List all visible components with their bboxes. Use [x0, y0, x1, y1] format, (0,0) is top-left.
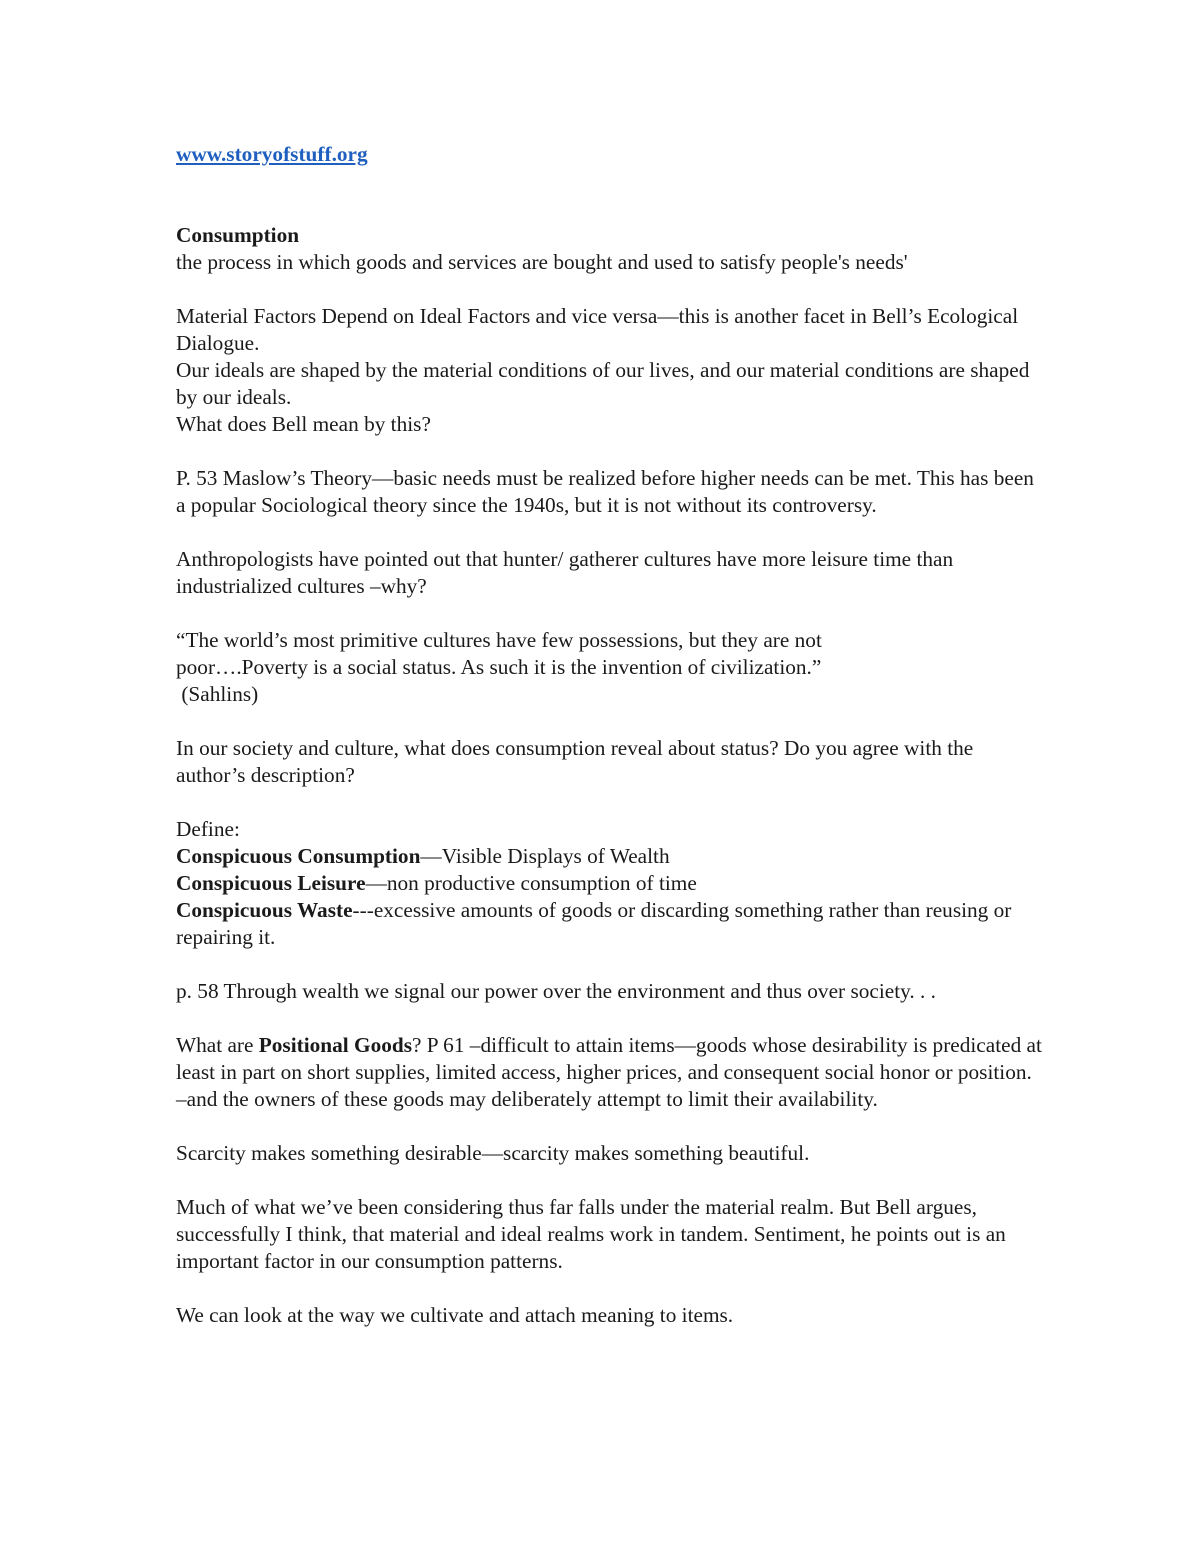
consumption-definition: the process in which goods and services are bought and used to satisfy people's needs' — [176, 250, 908, 274]
document-body — [176, 141, 1046, 1329]
spacer — [176, 789, 1046, 816]
website-paragraph — [176, 141, 1046, 168]
spacer — [176, 951, 1046, 978]
spacer — [176, 1113, 1046, 1140]
define-term-consumption — [176, 843, 1046, 870]
define-term-waste — [176, 897, 1046, 951]
term-definition: ---excessive amounts of goods or discarding something rather than reusing or repairing it. — [176, 898, 1012, 949]
term-definition: —non productive consumption of time — [365, 871, 697, 895]
quote-attribution: (Sahlins) — [176, 682, 259, 706]
term-label: Conspicuous Leisure — [176, 871, 366, 895]
spacer — [176, 276, 1046, 303]
define-label: Define: — [176, 817, 240, 841]
term-label: Conspicuous Waste — [176, 898, 353, 922]
spacer — [176, 1167, 1046, 1194]
status-question: In our society and culture, what does consumption reveal about status? Do you agree with the author’s description? — [176, 736, 974, 787]
spacer — [176, 708, 1046, 735]
p58-paragraph: p. 58 Through wealth we signal our power over the environment and thus over society. . . — [176, 979, 937, 1003]
define-term-leisure — [176, 870, 1046, 897]
positional-goods-paragraph: What are Positional Goods? P 61 –difficult to attain items—goods whose desirability is predicated at least in part on short supplies, limited access, higher prices, and consequent social honor or position. –and the owners of these goods may deliberately attempt to limit their availability. — [176, 1033, 1042, 1111]
term-definition: —Visible Displays of Wealth — [420, 844, 670, 868]
spacer — [176, 1005, 1046, 1032]
material-realm-paragraph: Much of what we’ve been considering thus far falls under the material realm. But Bell argues, successfully I think, that material and ideal realms work in tandem. Sentiment, he points out is an important factor in our consumption patterns. — [176, 1195, 1006, 1273]
positional-goods-term: Positional Goods — [258, 1033, 413, 1057]
material-ideal-line2: Our ideals are shaped by the material conditions of our lives, and our material conditions are shaped by our ideals. — [176, 358, 1030, 409]
maslow-paragraph: P. 53 Maslow’s Theory—basic needs must be realized before higher needs can be met. This has been a popular Sociological theory since the 1940s, but it is not without its controversy. — [176, 466, 1034, 517]
material-ideal-line1: Material Factors Depend on Ideal Factors and vice versa—this is another facet in Bell’s Ecological Dialogue. — [176, 304, 1019, 355]
scarcity-paragraph: Scarcity makes something desirable—scarcity makes something beautiful. — [176, 1141, 810, 1165]
website-link[interactable]: www.storyofstuff.org — [176, 142, 368, 166]
spacer — [176, 168, 1046, 222]
consumption-heading: Consumption — [176, 223, 300, 247]
spacer — [176, 1275, 1046, 1302]
spacer — [176, 438, 1046, 465]
term-label: Conspicuous Consumption — [176, 844, 421, 868]
quote-line1: “The world’s most primitive cultures have few possessions, but they are not — [176, 628, 822, 652]
spacer — [176, 600, 1046, 627]
spacer — [176, 519, 1046, 546]
cultivate-paragraph: We can look at the way we cultivate and attach meaning to items. — [176, 1303, 734, 1327]
material-ideal-line3: What does Bell mean by this? — [176, 412, 431, 436]
anthropologists-paragraph: Anthropologists have pointed out that hunter/ gatherer cultures have more leisure time than industrialized cultures –why? — [176, 547, 954, 598]
quote-line2: poor….Poverty is a social status. As such it is the invention of civilization.” — [176, 655, 822, 679]
